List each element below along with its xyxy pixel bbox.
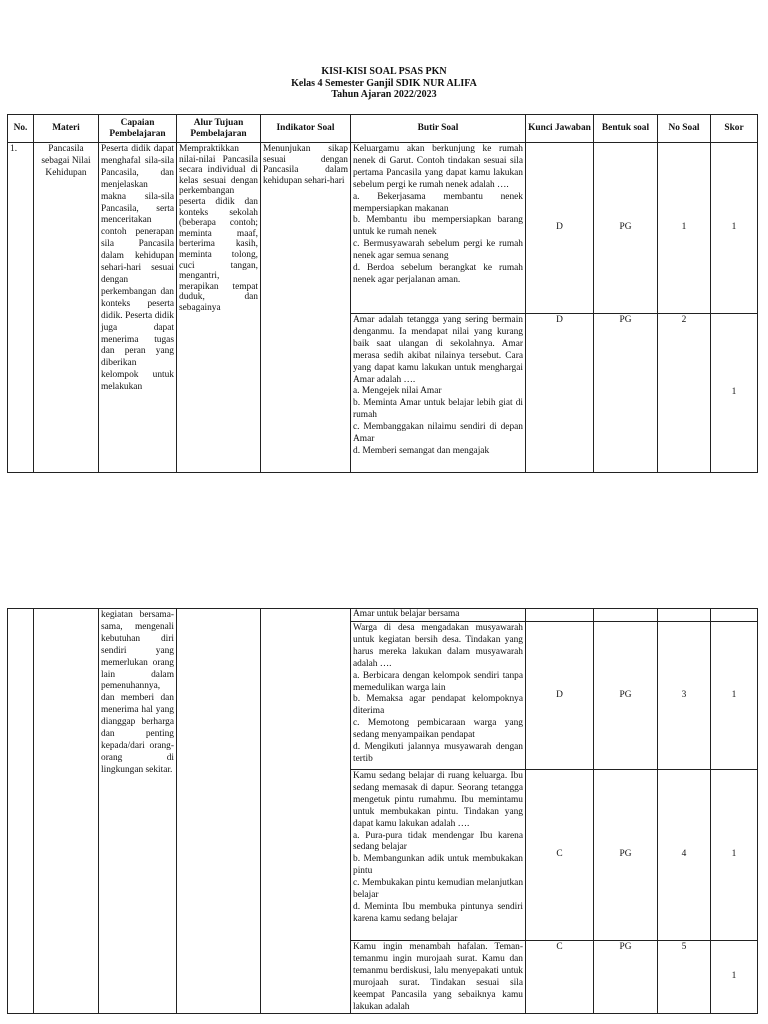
question-4-option-a: a. Pura-pura tidak mendengar Ibu karena sedang belajar xyxy=(353,830,523,853)
cell-kunci-2: D xyxy=(526,314,594,473)
table-row xyxy=(8,609,758,622)
column-header-indikator: Indikator Soal xyxy=(261,115,351,143)
cell-butir-soal-2 xyxy=(351,314,526,473)
question-2-option-c: c. Membanggakan nilaimu sendiri di depan Amar xyxy=(353,422,523,445)
column-header-capaian: Capaian Pembelajaran xyxy=(99,115,177,143)
cell-kunci-5: C xyxy=(526,941,594,1014)
cell-indikator-continued xyxy=(261,609,351,1014)
question-1-stem: Keluargamu akan berkunjung ke rumah nenek di Garut. Contoh tindakan sesuai sila pertama Pancasila yang dapat kamu lakukan sebelum pergi ke rumah nenek adalah …. xyxy=(353,144,523,190)
cell-no-soal-2: 2 xyxy=(658,314,711,473)
column-header-no: No. xyxy=(8,115,34,143)
question-3-stem: Warga di desa mengadakan musyawarah untuk kegiatan bersih desa. Tindakan yang harus mereka lakukan dalam musyawarah adalah …. xyxy=(353,623,523,669)
question-4-option-b: b. Membangunkan adik untuk membukakan pintu xyxy=(353,854,523,877)
cell-skor-1: 1 xyxy=(711,143,758,314)
cell-kunci-3: D xyxy=(526,622,594,770)
cell-kunci-2-continued xyxy=(526,609,594,622)
kisi-kisi-table-page-2 xyxy=(7,608,758,1014)
column-header-kunci: Kunci Jawaban xyxy=(526,115,594,143)
cell-no-soal-1: 1 xyxy=(658,143,711,314)
cell-alur: Mempraktikkan nilai-nilai Pancasila secara individual di kelas sesuai dengan perkembangan peserta didik dan konteks sekolah (beberapa contoh; meminta maaf, berterima kasih, meminta tolong, cuci tangan, mengantri, merapikan tempat duduk, dan sebagainya xyxy=(177,143,261,473)
cell-alur-continued xyxy=(177,609,261,1014)
column-header-bentuk: Bentuk soal xyxy=(594,115,658,143)
cell-bentuk-4: PG xyxy=(594,770,658,941)
document-title: KISI-KISI SOAL PSAS PKN xyxy=(321,66,447,77)
cell-skor-2-continued xyxy=(711,609,758,622)
question-2-option-b: b. Meminta Amar untuk belajar lebih giat di rumah xyxy=(353,398,523,421)
table-row xyxy=(8,143,758,314)
column-header-skor: Skor xyxy=(711,115,758,143)
document-header xyxy=(0,66,768,101)
cell-skor-3: 1 xyxy=(711,622,758,770)
question-1-option-d: d. Berdoa sebelum berangkat ke rumah nenek agar perjalanan aman. xyxy=(353,263,523,285)
question-3-option-c: c. Memotong pembicaraan warga yang sedang menyampaikan pendapat xyxy=(353,718,523,741)
cell-materi: Pancasila sebagai Nilai Kehidupan xyxy=(34,143,99,473)
cell-bentuk-2-continued xyxy=(594,609,658,622)
question-5-stem: Kamu ingin menambah hafalan. Teman-temanmu ingin murojaah surat. Kamu dan temanmu berdiskusi, lalu menyepakati untuk murojaah surat. Tindakan sesuai sila keempat Pancasila yang sebaiknya kamu lakukan adalah xyxy=(353,942,523,1012)
cell-no-soal-2-continued xyxy=(658,609,711,622)
cell-skor-2: 1 xyxy=(711,314,758,473)
cell-skor-4: 1 xyxy=(711,770,758,941)
column-header-butir: Butir Soal xyxy=(351,115,526,143)
cell-no-continued xyxy=(8,609,34,1014)
cell-butir-soal-3 xyxy=(351,622,526,770)
question-4-option-c: c. Membukakan pintu kemudian melanjutkan belajar xyxy=(353,878,524,901)
cell-butir-soal-1 xyxy=(351,143,526,314)
question-2-option-a: a. Mengejek nilai Amar xyxy=(353,386,442,397)
cell-no-soal-5: 5 xyxy=(658,941,711,1014)
cell-bentuk-5: PG xyxy=(594,941,658,1014)
cell-no: 1. xyxy=(8,143,34,473)
cell-butir-soal-5 xyxy=(351,941,526,1014)
cell-capaian: Peserta didik dapat menghafal sila-sila Pancasila, dan menjelaskan makna sila-sila Pancasila, serta menceritakan contoh penerapan sila Pancasila dalam kehidupan sehari-hari sesuai dengan perkembangan dan konteks peserta didik. Peserta didik juga dapat menerima tugas dan peran yang diberikan kelompok untuk melakukan xyxy=(99,143,177,473)
column-header-no-soal: No Soal xyxy=(658,115,711,143)
column-header-materi: Materi xyxy=(34,115,99,143)
question-1-option-a: a. Bekerjasama membantu nenek mempersiapkan makanan xyxy=(353,191,523,214)
question-4-stem: Kamu sedang belajar di ruang keluarga. Ibu sedang memasak di dapur. Seorang tetangga mengetuk pintu rumahmu. Ibu memintamu untuk membukakan pintu. Tindakan yang dapat kamu lakukan adalah …. xyxy=(353,771,523,829)
question-2-option-d: d. Memberi semangat dan mengajak xyxy=(353,445,490,456)
cell-no-soal-4: 4 xyxy=(658,770,711,941)
cell-capaian-continued: kegiatan bersama-sama, mengenali kebutuhan diri sendiri yang memerlukan orang lain dalam pemenuhannya, dan memberi dan menerima hal yang dianggap berharga dan penting kepada/dari orang-orang di lingkungan sekitar. xyxy=(99,609,177,1014)
cell-no-soal-3: 3 xyxy=(658,622,711,770)
question-2-stem: Amar adalah tetangga yang sering bermain denganmu. Ia mendapat nilai yang kurang baik saat ulangan di sekolahnya. Amar merasa sedih akibat nilainya tersebut. Cara yang dapat kamu lakukan untuk menghargai Amar adalah …. xyxy=(353,315,523,385)
cell-bentuk-2: PG xyxy=(594,314,658,473)
question-3-option-d: d. Mengikuti jalannya musyawarah dengan tertib xyxy=(353,742,523,764)
document-subtitle-year: Tahun Ajaran 2022/2023 xyxy=(331,89,437,100)
cell-kunci-1: D xyxy=(526,143,594,314)
cell-bentuk-3: PG xyxy=(594,622,658,770)
cell-bentuk-1: PG xyxy=(594,143,658,314)
cell-materi-continued xyxy=(34,609,99,1014)
question-3-option-a: a. Berbicara dengan kelompok sendiri tanpa memedulikan warga lain xyxy=(353,670,523,693)
cell-skor-5: 1 xyxy=(711,941,758,1014)
kisi-kisi-table-page-1 xyxy=(7,114,758,473)
document-subtitle-class: Kelas 4 Semester Ganjil SDIK NUR ALIFA xyxy=(291,77,477,89)
question-1-option-b: b. Membantu ibu mempersiapkan barang untuk ke rumah nenek xyxy=(353,215,523,238)
question-3-option-b: b. Memaksa agar pendapat kelompoknya diterima xyxy=(353,694,523,717)
question-4-option-d: d. Meminta Ibu membuka pintunya sendiri karena kamu sedang belajar xyxy=(353,901,523,924)
question-1-option-c: c. Bermusyawarah sebelum pergi ke rumah nenek agar semua senang xyxy=(353,239,523,262)
question-2-continuation: Amar untuk belajar bersama xyxy=(351,609,526,622)
cell-kunci-4: C xyxy=(526,770,594,941)
table-header-row xyxy=(8,115,758,143)
column-header-alur: Alur Tujuan Pembelajaran xyxy=(177,115,261,143)
cell-butir-soal-4 xyxy=(351,770,526,941)
cell-indikator: Menunjukan sikap sesuai dengan Pancasila dalam kehidupan sehari-hari xyxy=(261,143,351,473)
